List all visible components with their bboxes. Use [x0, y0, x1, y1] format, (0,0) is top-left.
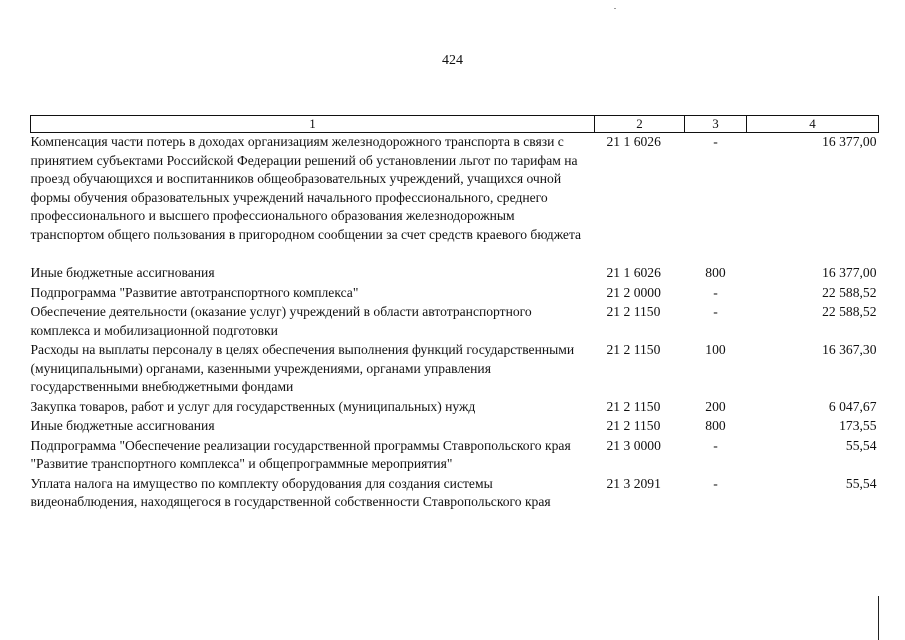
row-code: 21 3 0000: [606, 437, 661, 453]
row-description: Закупка товаров, работ и услуг для государственных (муниципальных) нужд: [30, 398, 476, 414]
header-col-4: 4: [747, 116, 879, 133]
row-type: 800: [705, 265, 726, 280]
header-col-1: 1: [31, 116, 595, 133]
row-amount: 55,54: [845, 437, 877, 453]
row-code: 21 1 6026: [606, 134, 661, 149]
row-code: 21 2 0000: [606, 284, 661, 300]
row-amount: 16 377,00: [822, 265, 877, 280]
row-amount: 55,54: [845, 475, 877, 491]
table-row: [31, 475, 879, 513]
row-code: 21 3 2091: [606, 475, 661, 491]
row-code: 21 2 1150: [606, 418, 661, 433]
row-type: -: [713, 437, 718, 453]
row-amount: 16 377,00: [822, 134, 877, 149]
row-amount: 173,55: [839, 418, 877, 433]
table-row: [31, 303, 879, 341]
row-code: 21 2 1150: [606, 304, 661, 319]
row-description: Обеспечение деятельности (оказание услуг) учреждений в области автотранспортного комплекса и мобилизационной подготовки: [30, 304, 532, 338]
header-col-2: 2: [595, 116, 685, 133]
row-amount: 6 047,67: [828, 398, 877, 414]
table-row: [31, 133, 879, 246]
page-number: 424: [442, 53, 463, 68]
row-code: 21 2 1150: [606, 398, 661, 414]
row-description: Подпрограмма "Развитие автотранспортного комплекса": [30, 284, 359, 300]
row-type: 200: [705, 398, 726, 414]
row-description: Расходы на выплаты персоналу в целях обеспечения выполнения функций государственными (муниципальными) органами, казенными учреждениями, органами управления государственными внебюджетными фондами: [30, 342, 575, 394]
row-type: -: [713, 304, 718, 319]
table-row: [31, 341, 879, 398]
table-row: [31, 398, 879, 418]
row-amount: 22 588,52: [822, 284, 877, 300]
row-type: 800: [705, 418, 726, 433]
row-type: -: [713, 284, 718, 300]
row-amount: 16 367,30: [822, 342, 877, 357]
header-col-3: 3: [685, 116, 747, 133]
row-type: -: [713, 475, 718, 491]
row-type: 100: [705, 342, 726, 357]
budget-table: [30, 115, 879, 513]
row-description: Компенсация части потерь в доходах организациям железнодорожного транспорта в связи с принятием субъектами Российской Федерации решений об установлении льгот по тарифам на проезд обучающихся и воспитанников общеобразовательных учреждений, учащихся очной формы обучения образовательных учреждений начального профессионального, среднего профессионального и высшего профессионального образования железнодорожным транспортом общего пользования в пригородном сообщении за счет средств краевого бюджета: [30, 134, 582, 242]
row-description: Иные бюджетные ассигнования: [30, 418, 215, 433]
scan-artifact-line: [878, 596, 879, 640]
row-code: 21 2 1150: [606, 342, 661, 357]
table-row: [31, 245, 879, 284]
header-row: [31, 116, 879, 133]
table-row: [31, 437, 879, 475]
table-row: [31, 417, 879, 437]
row-code: 21 1 6026: [606, 265, 661, 280]
table-row: [31, 284, 879, 304]
row-description: Уплата налога на имущество по комплекту оборудования для создания системы видеонаблюдения, находящегося в государственной собственности Ставропольского края: [30, 475, 551, 509]
row-description: Иные бюджетные ассигнования: [30, 265, 215, 280]
scan-artifact-dot: [614, 8, 616, 9]
row-type: -: [713, 134, 718, 149]
row-description: Подпрограмма "Обеспечение реализации государственной программы Ставропольского края "Развитие транспортного комплекса" и общепрограммные мероприятия": [30, 437, 571, 471]
row-amount: 22 588,52: [822, 304, 877, 319]
